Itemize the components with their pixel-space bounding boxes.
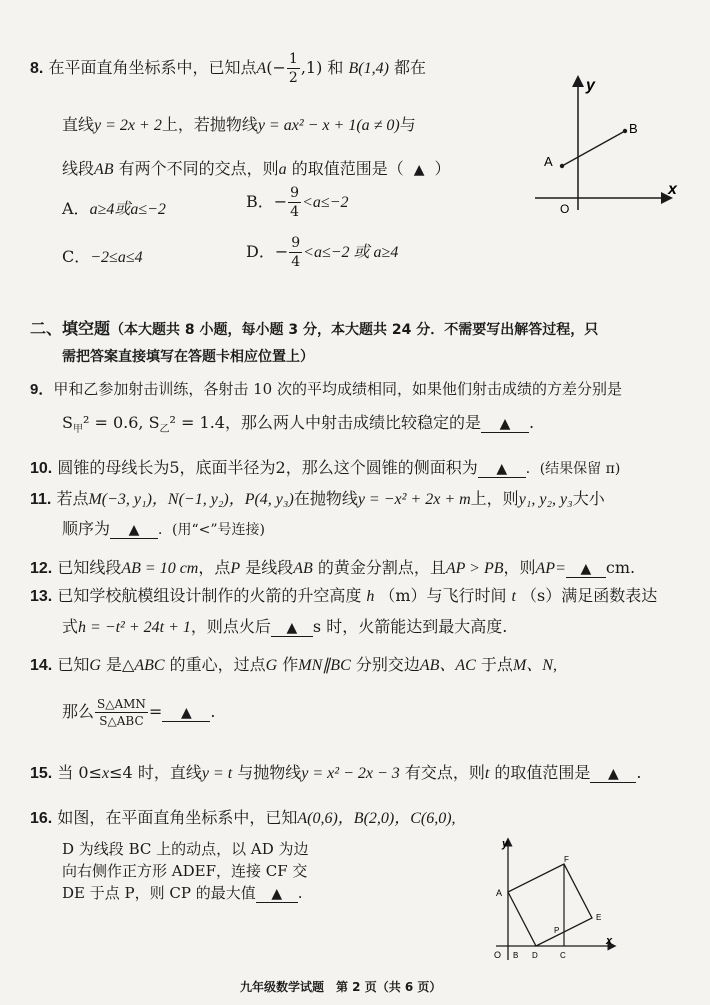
q9-answer-blank <box>481 413 529 433</box>
q14-abac: AB、AC <box>419 657 476 674</box>
q16-line2: D 为线段 BC 上的动点，以 AD 为边 <box>62 840 309 858</box>
q8-opt-d-frac <box>289 236 302 269</box>
q16-fig-y-label: y <box>502 838 509 850</box>
q8-fig-b-label: B <box>629 121 638 136</box>
q12-ab: AB = 10 cm <box>121 560 199 577</box>
q12-ab2: AB <box>293 560 313 577</box>
q8-l2a: 直线 <box>62 115 95 134</box>
q11-line2 <box>62 516 265 539</box>
q12-answer-triangle: ▲ <box>580 561 592 577</box>
q14-g: G <box>89 657 101 674</box>
q8-coordinate-figure <box>530 70 690 215</box>
q14-l1f: 于点 <box>475 655 513 674</box>
q8-l3d: ） <box>434 159 451 178</box>
q11-ys: y₁, y₂, y₃ <box>518 491 573 508</box>
q8-a-num: 1 <box>288 51 298 67</box>
q8-fig-a-label: A <box>544 154 553 169</box>
q8-opt-c-label: C． <box>62 247 91 266</box>
q11-tail: ．(用“<”号连接) <box>158 522 265 538</box>
q9-answer-triangle: ▲ <box>499 416 511 432</box>
q10-answer-triangle: ▲ <box>496 461 508 477</box>
q15-x: x <box>102 765 110 782</box>
q9-s1-val: ² = 0.6 <box>82 413 139 432</box>
q15-eq: y = x² − 2x − 3 <box>301 765 400 782</box>
q12-answer-blank <box>566 558 606 578</box>
q8-opt-a-label: A． <box>62 199 90 218</box>
q16-line3: 向右侧作正方形 ADEF，连接 CF 交 <box>62 862 308 880</box>
q9-line2: $S_甲^2 = 0.6$, $S_乙^2 = 1.4$，那么两人中射击成绩比较稳定的是 ▲ . <box>62 413 535 436</box>
q10-number: 10. <box>30 460 53 477</box>
q16-number: 16. <box>30 810 53 827</box>
q14-end: . <box>210 702 216 721</box>
q15-mid3: 有交点，则 <box>399 763 485 782</box>
q8-opt-b-frac <box>288 186 301 219</box>
q8-point-a-dot <box>560 164 564 168</box>
q16-fig-d-label: D <box>532 951 538 960</box>
q16-answer-blank <box>256 884 298 903</box>
q9-text2: ，那么两人中射击成绩比较稳定的是 <box>224 413 481 432</box>
q14-l1b: 是△ <box>100 655 135 674</box>
q12-mid3: 的黄金分割点，且 <box>312 558 446 577</box>
q8-line1 <box>30 52 426 85</box>
q13-eq: h = −t² + 24t + 1 <box>78 619 191 636</box>
q16-square-adef <box>508 864 592 946</box>
q8-a-close: ,1) <box>300 58 323 77</box>
q8-opt-d-pre: − <box>274 242 289 261</box>
q13-t: t <box>511 588 516 605</box>
q8-opt-b-den: 4 <box>290 204 300 220</box>
q15-line-eq: y = t <box>201 765 233 782</box>
q8-text1: 在平面直角坐标系中，已知点 <box>48 58 257 77</box>
q16-fig-x-label: x <box>606 935 613 947</box>
q8-l3b: 有两个不同的交点，则 <box>113 159 279 178</box>
q14-answer-triangle: ▲ <box>180 705 192 721</box>
q8-mid2: 都在 <box>388 58 427 77</box>
q12-mid4: ，则 <box>503 558 536 577</box>
q16-points: A(0,6)，B(2,0)，C(6,0), <box>297 810 456 827</box>
q9-line1 <box>30 378 622 399</box>
q8-number: 8. <box>30 60 44 77</box>
q15-t: t <box>484 765 490 782</box>
q16-fig-a-label: A <box>496 888 503 898</box>
q14-eq-sign: = <box>148 702 163 721</box>
q13-line2 <box>62 614 507 637</box>
q11-mid: 在抛物线 <box>293 489 358 508</box>
page-footer: 九年级数学试题 第 2 页（共 6 页） <box>240 980 442 994</box>
q12-cond: AP > PB <box>445 560 504 577</box>
q12-p: P <box>230 560 241 577</box>
q8-a-den: 2 <box>288 70 298 86</box>
q12-line <box>30 555 635 578</box>
q11-post2: 大小 <box>572 489 605 508</box>
q12-mid2: 是线段 <box>240 558 294 577</box>
q11-answer-triangle: ▲ <box>128 522 140 538</box>
q8-opt-b-num: 9 <box>290 185 300 201</box>
q10-tail: ．(结果保留 π) <box>525 461 621 477</box>
q13-number: 13. <box>30 588 53 605</box>
q8-line-eq: y = 2x + 2 <box>94 117 162 134</box>
q8-answer-triangle: ▲ <box>413 162 425 178</box>
q8-parabola-eq: y = ax² − x + 1(a ≠ 0) <box>257 117 400 134</box>
q16-fig-p-label: P <box>554 926 560 935</box>
q13-text1: 已知学校航模组设计制作的火箭的升空高度 <box>57 586 362 605</box>
q8-opt-b-pre: − <box>273 192 288 211</box>
q9-number: 9． <box>30 381 54 398</box>
q13-answer-blank <box>271 617 313 637</box>
q8-opt-d-post: <a≤−2 或 a≥4 <box>303 244 399 261</box>
q13-answer-triangle: ▲ <box>286 620 298 636</box>
q15-mid: ≤4 时，直线 <box>109 763 202 782</box>
q8-opt-d-label: D． <box>246 242 275 261</box>
q14-mn: MN∥BC <box>298 657 351 674</box>
q14-line1 <box>30 652 557 675</box>
q9-s2-sub: 乙 <box>159 424 170 436</box>
q8-opt-a-text: a≥4或a≤−2 <box>89 201 166 218</box>
q16-line1 <box>30 805 456 828</box>
q8-opt-b-label: B． <box>246 192 274 211</box>
q14-den: S△ABC <box>99 714 144 728</box>
q14-g2: G <box>265 657 278 674</box>
q8-a-open: (− <box>266 58 286 77</box>
q11-number: 11. <box>30 491 52 508</box>
q16-answer-triangle: ▲ <box>271 886 283 902</box>
q8-l3c: 的取值范围是（ <box>286 159 404 178</box>
q11-post: 上，则 <box>470 489 519 508</box>
q8-opt-c-text: −2≤a≤4 <box>90 249 143 266</box>
q15-number: 15. <box>30 765 53 782</box>
q8-option-a <box>62 196 166 219</box>
q16-line4 <box>62 882 303 903</box>
q14-abc: ABC <box>134 657 165 674</box>
q14-l1c: 的重心，过点 <box>164 655 266 674</box>
q14-l1d: 作 <box>277 655 299 674</box>
section2-title: 二、填空题 <box>30 319 111 338</box>
q8-opt-d-num: 9 <box>291 235 301 251</box>
q8-option-c <box>62 244 143 267</box>
q12-unit: cm. <box>605 558 636 577</box>
q16-fig-c-label: C <box>560 951 566 960</box>
q14-l1a: 已知 <box>57 655 90 674</box>
q9-s1-sub: 甲 <box>72 424 83 436</box>
q13-s: （s）满足函数表达 <box>521 586 658 605</box>
q9-s1: S <box>62 413 73 432</box>
q15-end: . <box>636 763 642 782</box>
q8-fig-y-label: y <box>586 77 595 94</box>
section2-header <box>30 316 598 339</box>
q9-s2-val: ² = 1.4 <box>169 413 225 432</box>
q10-line <box>30 455 620 478</box>
q14-l2pre: 那么 <box>62 702 95 721</box>
q12-mid: ，点 <box>198 558 231 577</box>
q8-segment-ab: AB <box>94 161 114 178</box>
q13-m: （m）与飞行时间 <box>379 586 507 605</box>
q13-line1 <box>30 583 657 606</box>
q15-mid2: 与抛物线 <box>232 763 302 782</box>
q8-point-b: B(1,4) <box>348 60 389 77</box>
q8-line3 <box>62 156 451 179</box>
q8-l3a: 线段 <box>62 159 95 178</box>
section2-desc: （本大题共 8 小题，每小题 3 分，本大题共 24 分．不需要写出解答过程，只 <box>110 322 599 338</box>
q14-l1e: 分别交边 <box>350 655 420 674</box>
q8-l2b: 上，若抛物线 <box>161 115 258 134</box>
q11-pre: 若点 <box>56 489 89 508</box>
q13-l2post: s 时，火箭能达到最大高度. <box>312 617 508 636</box>
q11-points: M(−3, y₁)，N(−1, y₂)，P(4, y₃) <box>88 491 294 508</box>
q16-end: . <box>297 884 303 902</box>
q15-answer-triangle: ▲ <box>608 766 619 782</box>
q12-number: 12. <box>30 560 53 577</box>
q12-pre: 已知线段 <box>57 558 122 577</box>
q12-ap: AP= <box>535 560 566 577</box>
q14-line2 <box>62 698 215 727</box>
q13-l2pre: 式 <box>62 617 79 636</box>
q13-h: h <box>366 588 375 605</box>
q11-answer-blank <box>110 519 158 539</box>
q13-l2mid: ，则点火后 <box>190 617 271 636</box>
q10-answer-blank <box>478 458 526 478</box>
q16-fig-b-label: B <box>513 951 519 960</box>
q11-line2-text: 顺序为 <box>62 519 111 538</box>
q14-answer-blank <box>162 702 210 722</box>
q11-eq: y = −x² + 2x + m <box>357 491 471 508</box>
q14-mn2: M、N, <box>512 657 557 674</box>
q8-l2c: 与 <box>399 115 416 134</box>
q8-option-b <box>246 186 348 219</box>
q15-answer-blank <box>590 763 636 783</box>
q8-line2 <box>62 112 416 135</box>
q15-line <box>30 760 642 783</box>
q8-opt-d-den: 4 <box>291 254 301 270</box>
q8-point-a: A <box>256 60 267 77</box>
q15-pre: 当 0≤ <box>57 763 103 782</box>
section2-desc-line2: 需把答案直接填写在答题卡相应位置上） <box>62 349 314 365</box>
q8-fig-x-label: x <box>668 181 677 198</box>
q8-mid1: 和 <box>322 58 349 77</box>
q8-var-a: a <box>278 161 287 178</box>
q8-fig-origin-label: O <box>560 202 570 215</box>
q14-num: S△AMN <box>97 697 146 711</box>
q16-square-figure <box>488 834 618 966</box>
q10-text: 圆锥的母线长为5，底面半径为2，那么这个圆锥的侧面积为 <box>57 458 478 477</box>
q9-text1: 甲和乙参加射击训练，各射击 10 次的平均成绩相同，如果他们射击成绩的方差分别是 <box>53 380 622 398</box>
q8-option-d <box>246 236 398 269</box>
q14-area-ratio <box>95 698 148 727</box>
q8-point-b-dot <box>623 129 627 133</box>
q16-fig-o-label: O <box>494 950 502 960</box>
q14-number: 14. <box>30 657 53 674</box>
q8-a-fraction <box>287 52 300 85</box>
q9-end: . <box>529 413 535 432</box>
q9-s2: S <box>148 413 160 432</box>
q16-l1pre: 如图，在平面直角坐标系中，已知 <box>57 808 298 827</box>
q8-opt-b-post: <a≤−2 <box>302 194 349 211</box>
q15-post: 的取值范围是 <box>489 763 591 782</box>
q11-line1 <box>30 486 605 509</box>
q16-fig-f-label: F <box>564 855 569 864</box>
q16-fig-e-label: E <box>596 913 602 922</box>
q8-segment-ab-line <box>562 131 625 166</box>
q16-l4pre: DE 于点 P，则 CP 的最大值 <box>62 884 256 902</box>
